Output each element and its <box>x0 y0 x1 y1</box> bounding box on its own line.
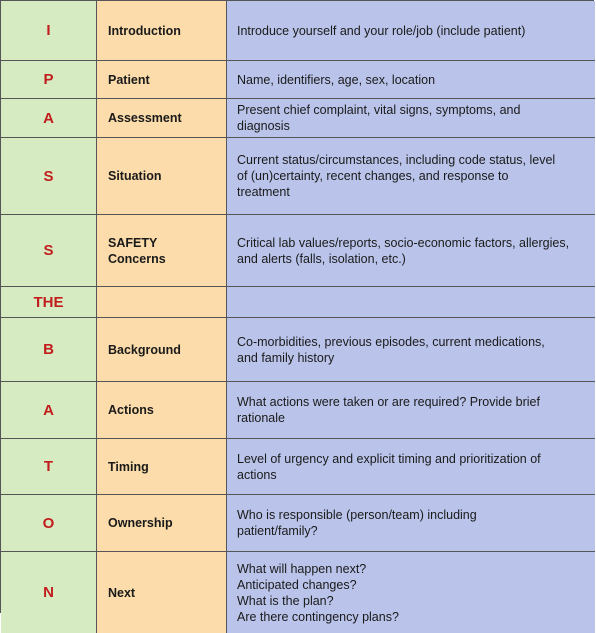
description-line: Who is responsible (person/team) including <box>237 508 477 522</box>
description-line: Present chief complaint, vital signs, symptoms, and <box>237 103 521 117</box>
description-line: Are there contingency plans? <box>237 609 399 624</box>
description-line: and family history <box>237 350 335 365</box>
term-line: Concerns <box>108 251 166 266</box>
row-description <box>227 61 595 99</box>
row-term <box>97 439 227 495</box>
description-line: of (un)certainty, recent changes, and response to <box>237 169 509 183</box>
description-line: What is the plan? <box>237 593 334 608</box>
description-line: actions <box>237 467 277 482</box>
term-line: Timing <box>108 459 149 474</box>
row-letter: N <box>1 552 97 633</box>
term-line: Next <box>108 585 136 600</box>
description-line: What actions were taken or are required? Provide brief <box>237 395 540 409</box>
row-term <box>97 318 227 382</box>
row-term <box>97 1 227 61</box>
row-term <box>97 382 227 439</box>
description-line: Level of urgency and explicit timing and prioritization of <box>237 451 541 466</box>
row-description <box>227 552 595 633</box>
row-term <box>97 99 227 138</box>
row-term <box>97 215 227 287</box>
row-description <box>227 287 595 318</box>
description-line: Co-morbidities, previous episodes, current medications, <box>237 334 545 349</box>
description-line: What will happen next? <box>237 561 367 576</box>
row-letter: B <box>1 318 97 382</box>
row-letter: THE <box>1 287 97 318</box>
row-term <box>97 495 227 552</box>
description-line: patient/family? <box>237 524 318 538</box>
term-line: Situation <box>108 169 162 183</box>
row-letter: A <box>1 382 97 439</box>
description-line: and alerts (falls, isolation, etc.) <box>237 251 406 266</box>
term-line: Actions <box>108 403 154 417</box>
row-description <box>227 495 595 552</box>
description-line: Current status/circumstances, including code status, level <box>237 153 556 167</box>
description-line: treatment <box>237 185 290 199</box>
row-description <box>227 382 595 439</box>
term-line: Background <box>108 342 181 357</box>
row-letter: P <box>1 61 97 99</box>
description-line: Critical lab values/reports, socio-economic factors, allergies, <box>237 235 570 250</box>
row-description <box>227 138 595 215</box>
row-letter: O <box>1 495 97 552</box>
description-line: Introduce yourself and your role/job (include patient) <box>237 23 526 38</box>
term-line: SAFETY <box>108 235 158 250</box>
row-letter: S <box>1 215 97 287</box>
row-letter: I <box>1 1 97 61</box>
row-term <box>97 552 227 633</box>
description-line: diagnosis <box>237 119 290 133</box>
row-term <box>97 287 227 318</box>
description-line: rationale <box>237 411 285 425</box>
row-description <box>227 215 595 287</box>
term-line: Introduction <box>108 23 181 38</box>
row-description <box>227 1 595 61</box>
row-description <box>227 439 595 495</box>
term-line: Assessment <box>108 111 182 125</box>
row-letter: A <box>1 99 97 138</box>
row-description <box>227 99 595 138</box>
row-letter: S <box>1 138 97 215</box>
description-line: Name, identifiers, age, sex, location <box>237 72 436 87</box>
description-line: Anticipated changes? <box>237 577 357 592</box>
row-letter: T <box>1 439 97 495</box>
row-term <box>97 61 227 99</box>
term-line: Patient <box>108 72 150 87</box>
row-term <box>97 138 227 215</box>
row-description <box>227 318 595 382</box>
term-line: Ownership <box>108 516 173 530</box>
